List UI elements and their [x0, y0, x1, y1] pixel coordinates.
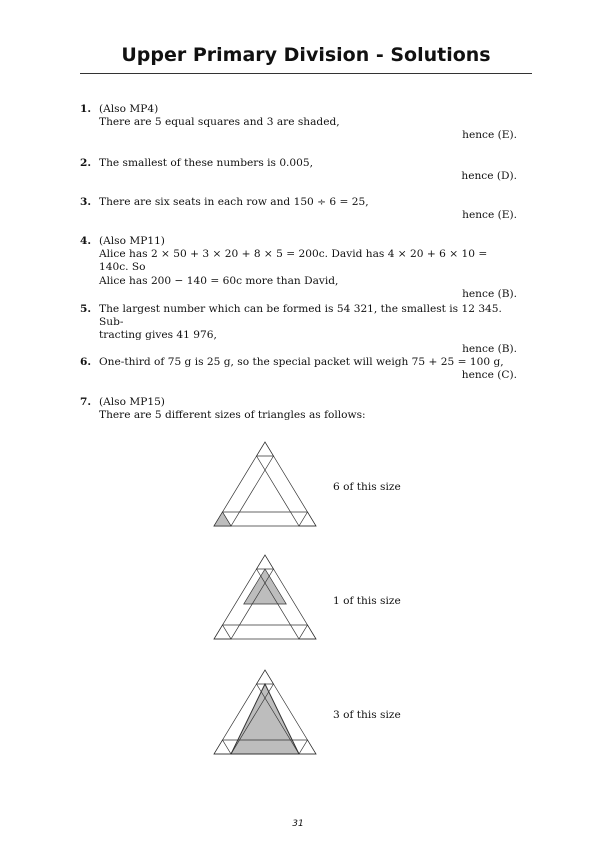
- question-line: (Also MP11): [99, 235, 165, 247]
- triangle-figure-2: [210, 553, 320, 643]
- question-line: (Also MP4): [99, 103, 159, 115]
- question-number: 6.: [80, 356, 92, 368]
- question-2: [80, 157, 517, 183]
- question-line: There are 5 equal squares and 3 are shaded,: [99, 116, 340, 129]
- question-4: [80, 235, 517, 301]
- question-6: [80, 356, 517, 382]
- question-5: [80, 303, 517, 356]
- page-title: Upper Primary Division - Solutions: [121, 44, 491, 66]
- triangle-diagram: [210, 668, 320, 758]
- question-line: There are 5 different sizes of triangles as follows:: [99, 409, 366, 422]
- question-number: 1.: [80, 103, 92, 115]
- question-number: 3.: [80, 196, 92, 208]
- question-line: The largest number which can be formed is 54 321, the smallest is 12 345. Sub-: [99, 303, 502, 329]
- question-1: [80, 103, 517, 143]
- shaded-triangle: [231, 684, 299, 754]
- question-7: [80, 396, 517, 422]
- answer: hence (C).: [461, 369, 517, 382]
- triangle-diagram: [210, 553, 320, 643]
- question-number: 5.: [80, 303, 92, 315]
- title-rule: [80, 73, 532, 74]
- triangle-diagram: [210, 440, 320, 530]
- triangle-figure-3: [210, 668, 320, 758]
- question-line: There are six seats in each row and 150 ÷ 6 = 25,: [99, 196, 369, 208]
- answer: hence (D).: [461, 170, 517, 183]
- question-3: [80, 196, 517, 222]
- question-line: The smallest of these numbers is 0.005,: [99, 157, 314, 169]
- answer: hence (E).: [462, 209, 517, 222]
- question-line: (Also MP15): [99, 396, 165, 408]
- question-line: Alice has 2 × 50 + 3 × 20 + 8 × 5 = 200c. David has 4 × 20 + 6 × 10 = 140c. So: [99, 248, 488, 274]
- figure-label: 3 of this size: [333, 709, 401, 721]
- figure-label: 1 of this size: [333, 595, 401, 607]
- question-line: One-third of 75 g is 25 g, so the special packet will weigh 75 + 25 = 100 g,: [99, 356, 504, 368]
- question-number: 7.: [80, 396, 92, 408]
- shaded-triangle: [214, 512, 231, 526]
- figure-label: 6 of this size: [333, 481, 401, 493]
- answer: hence (B).: [462, 342, 517, 355]
- page-number: 31: [292, 819, 304, 829]
- shaded-triangle: [244, 569, 287, 604]
- answer: hence (B).: [462, 287, 517, 300]
- question-line: tracting gives 41 976,: [99, 329, 217, 342]
- triangle-figure-1: [210, 440, 320, 530]
- question-number: 2.: [80, 157, 92, 169]
- question-number: 4.: [80, 235, 92, 247]
- question-line: Alice has 200 − 140 = 60c more than David,: [99, 274, 339, 287]
- answer: hence (E).: [462, 129, 517, 142]
